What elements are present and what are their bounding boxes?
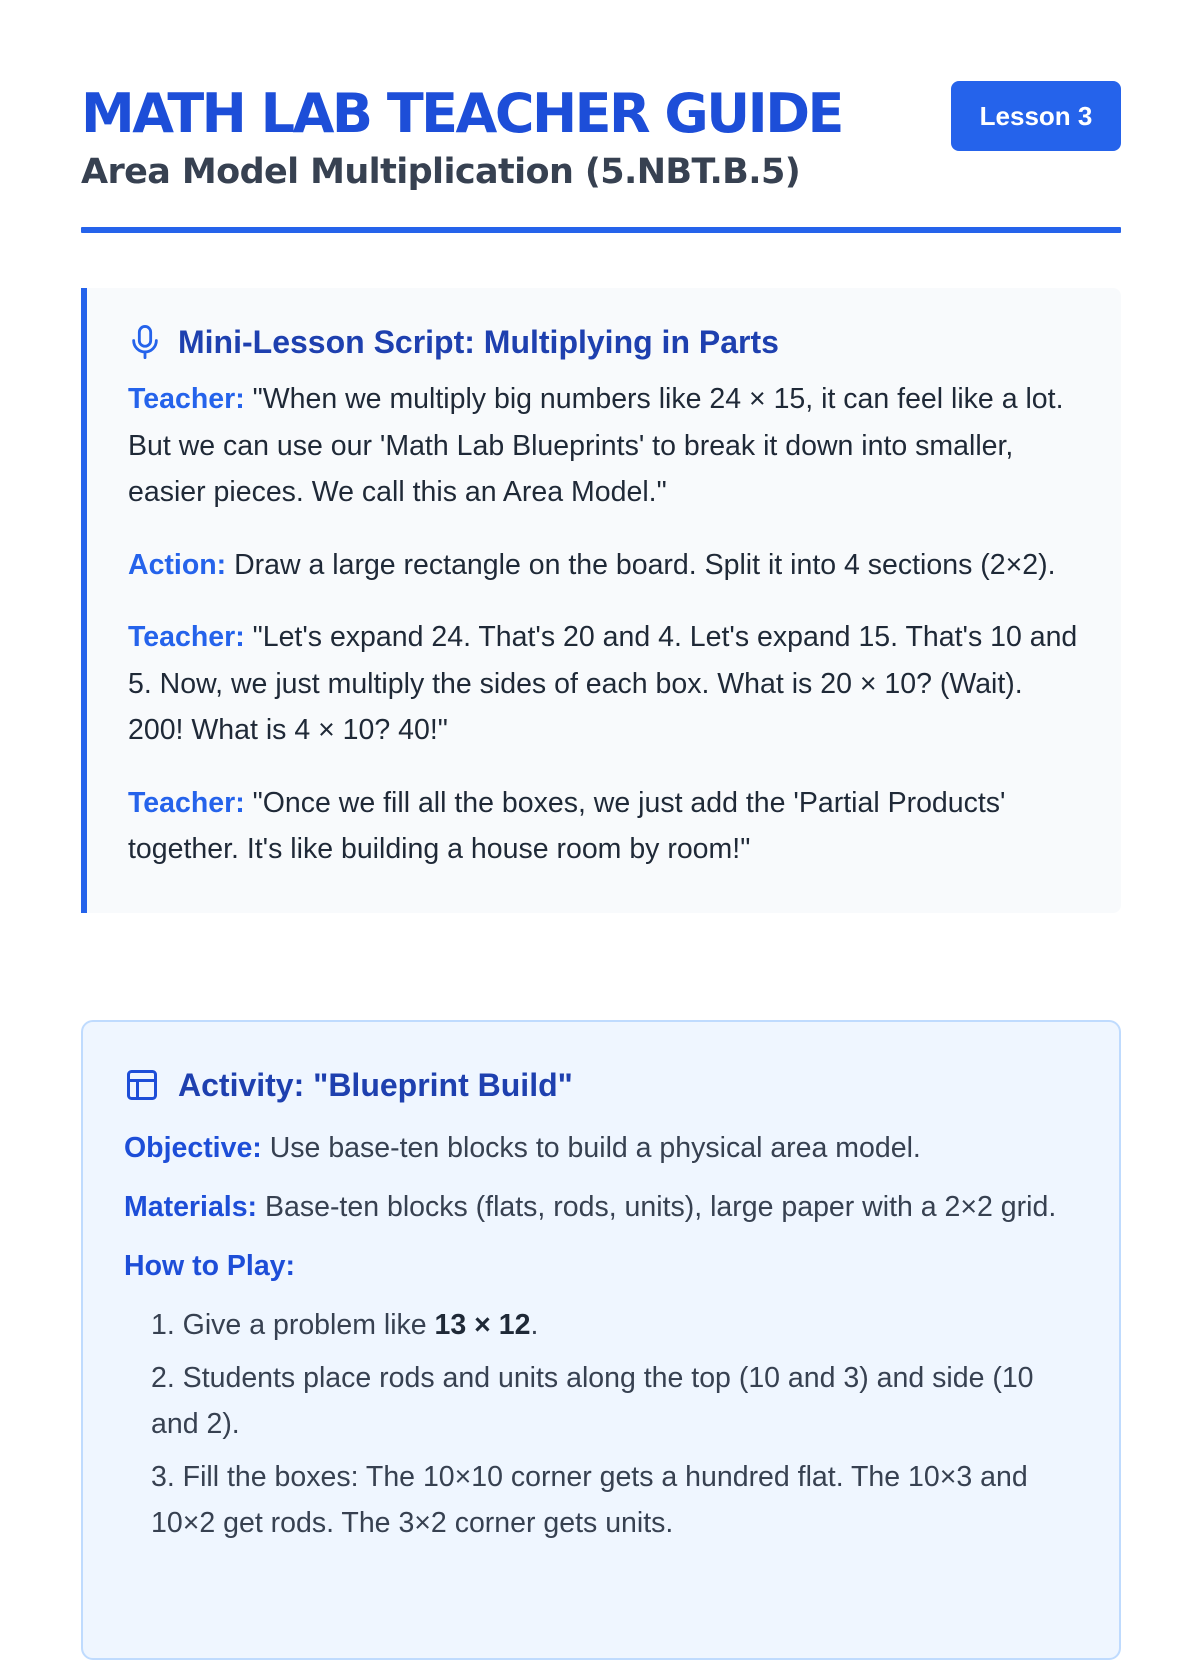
script-paragraph bbox=[128, 614, 1085, 754]
list-item bbox=[151, 1355, 1079, 1447]
how-to-play-label: How to Play: bbox=[124, 1250, 296, 1282]
lesson-badge: Lesson 3 bbox=[951, 81, 1121, 151]
activity-card bbox=[81, 1020, 1121, 1660]
header-divider bbox=[81, 227, 1121, 233]
step-text: 2. Students place rods and units along the top (10 and 3) and side (10 and 2). bbox=[151, 1362, 1034, 1440]
objective-row bbox=[124, 1125, 1079, 1172]
materials-row bbox=[124, 1184, 1079, 1231]
step-problem: 13 × 12 bbox=[434, 1309, 531, 1341]
script-text: "Let's expand 24. That's 20 and 4. Let's expand 15. That's 10 and 5. Now, we just multiply the sides of each box. What is 20 × 10? (Wait). 200! What is 4 × 10? 40!" bbox=[128, 621, 1078, 746]
script-paragraph bbox=[128, 376, 1085, 516]
objective-text: Use base-ten blocks to build a physical area model. bbox=[261, 1132, 921, 1164]
speaker-label: Action: bbox=[128, 548, 227, 581]
page-title: MATH LAB TEACHER GUIDE bbox=[81, 82, 842, 145]
step-suffix: . bbox=[530, 1309, 539, 1341]
speaker-label: Teacher: bbox=[128, 621, 245, 653]
layout-template-icon bbox=[124, 1067, 160, 1103]
step-text: 1. Give a problem like bbox=[151, 1309, 435, 1341]
materials-text: Base-ten blocks (flats, rods, units), large paper with a 2×2 grid. bbox=[257, 1191, 1057, 1223]
script-text: "When we multiply big numbers like 24 × 15, it can feel like a lot. But we can use our 'Math Lab Blueprints' to break it down into smaller, easier pieces. We call this an Area Model." bbox=[128, 383, 1064, 508]
list-item bbox=[151, 1302, 1079, 1348]
list-item bbox=[151, 1454, 1079, 1546]
speaker-label: Teacher: bbox=[128, 383, 245, 415]
speaker-label: Teacher: bbox=[128, 786, 245, 819]
guide-header bbox=[81, 0, 1121, 234]
mini-lesson-card bbox=[81, 288, 1121, 913]
script-text: Draw a large rectangle on the board. Split it into 4 sections (2×2). bbox=[226, 548, 1056, 581]
script-paragraph bbox=[128, 542, 1085, 589]
activity-heading: Activity: "Blueprint Build" bbox=[178, 1067, 573, 1103]
mini-lesson-heading: Mini-Lesson Script: Multiplying in Parts bbox=[178, 324, 779, 360]
mini-lesson-heading-row bbox=[128, 322, 1085, 362]
how-to-play-row bbox=[124, 1243, 1079, 1290]
objective-label: Objective: bbox=[124, 1132, 262, 1164]
script-text: "Once we fill all the boxes, we just add the 'Partial Products' together. It's like building a house room by room!" bbox=[128, 786, 1006, 865]
page-subtitle: Area Model Multiplication (5.NBT.B.5) bbox=[81, 152, 801, 192]
step-text: 3. Fill the boxes: The 10×10 corner gets a hundred flat. The 10×3 and 10×2 get rods. The 3×2 corner gets units. bbox=[151, 1461, 1028, 1539]
materials-label: Materials: bbox=[124, 1191, 258, 1223]
teacher-guide-page bbox=[81, 0, 1121, 1539]
script-paragraph bbox=[128, 780, 1085, 873]
microphone-icon bbox=[128, 323, 162, 361]
activity-heading-row bbox=[124, 1065, 1079, 1105]
how-to-play-steps bbox=[124, 1302, 1079, 1546]
